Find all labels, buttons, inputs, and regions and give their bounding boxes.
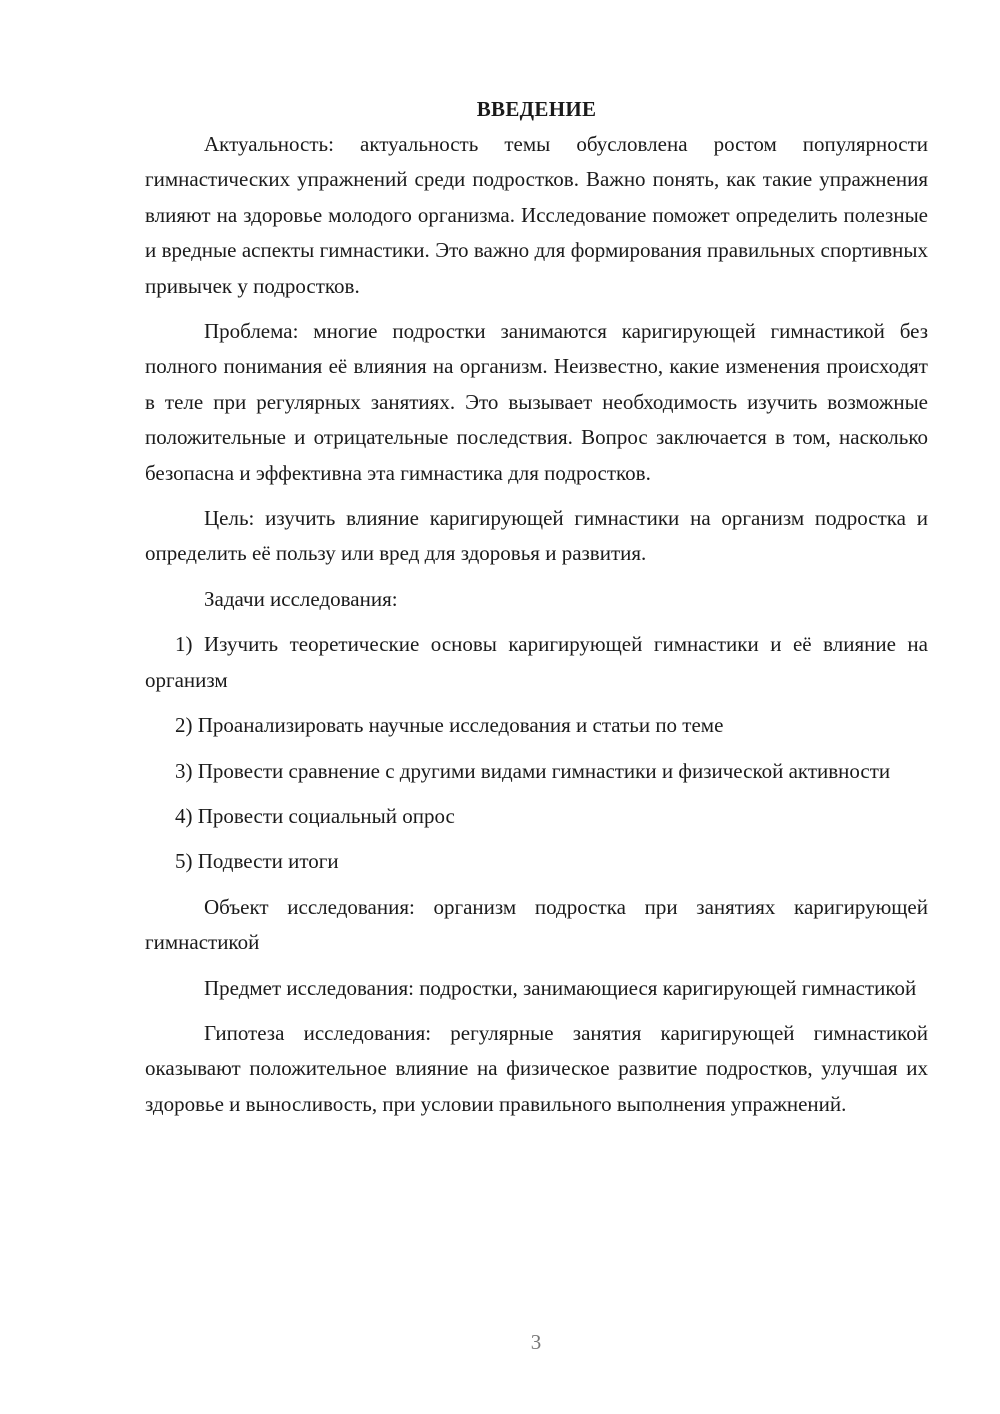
tasks-heading: Задачи исследования: [204,586,398,611]
paragraph-hypothesis: Гипотеза исследования: регулярные занятия каригирующей гимнастикой оказывают положительное влияние на физическое развитие подростков, улучшая их здоровье и выносливость, при условии правильного выполнения упражнений. [145,1020,928,1116]
paragraph-subject: Предмет исследования: подростки, занимающиеся каригирующей гимнастикой [204,975,917,1000]
document-page [145,92,928,1122]
task-item-5: 5) Подвести итоги [175,849,339,874]
task-item-2: 2) Проанализировать научные исследования и статьи по теме [175,713,724,738]
task-item-1: 1) Изучить теоретические основы каригирующей гимнастики и её влияние на организм [145,632,928,692]
paragraph-relevance: Актуальность: актуальность темы обусловлена ростом популярности гимнастических упражнений среди подростков. Важно понять, как такие упражнения влияют на здоровье молодого организма. Исследование поможет определить полезные и вредные аспекты гимнастики. Это важно для формирования правильных спортивных привычек у подростков. [145,132,928,298]
page-number: 3 [530,1330,542,1354]
task-item-3: 3) Провести сравнение с другими видами гимнастики и физической активности [175,758,891,783]
task-item-4: 4) Провести социальный опрос [175,803,455,828]
paragraph-problem: Проблема: многие подростки занимаются каригирующей гимнастикой без полного понимания её влияния на организм. Неизвестно, какие изменения происходят в теле при регулярных занятиях. Это вызывает необходимость изучить возможные положительные и отрицательные последствия. Вопрос заключается в том, насколько безопасна и эффективна эта гимнастика для подростков. [145,319,928,485]
paragraph-object: Объект исследования: организм подростка при занятиях каригирующей гимнастикой [145,894,928,955]
paragraph-goal: Цель: изучить влияние каригирующей гимнастики на организм подростка и определить её пользу или вред для здоровья и развития. [145,506,928,566]
section-title: ВВЕДЕНИЕ [476,97,597,121]
